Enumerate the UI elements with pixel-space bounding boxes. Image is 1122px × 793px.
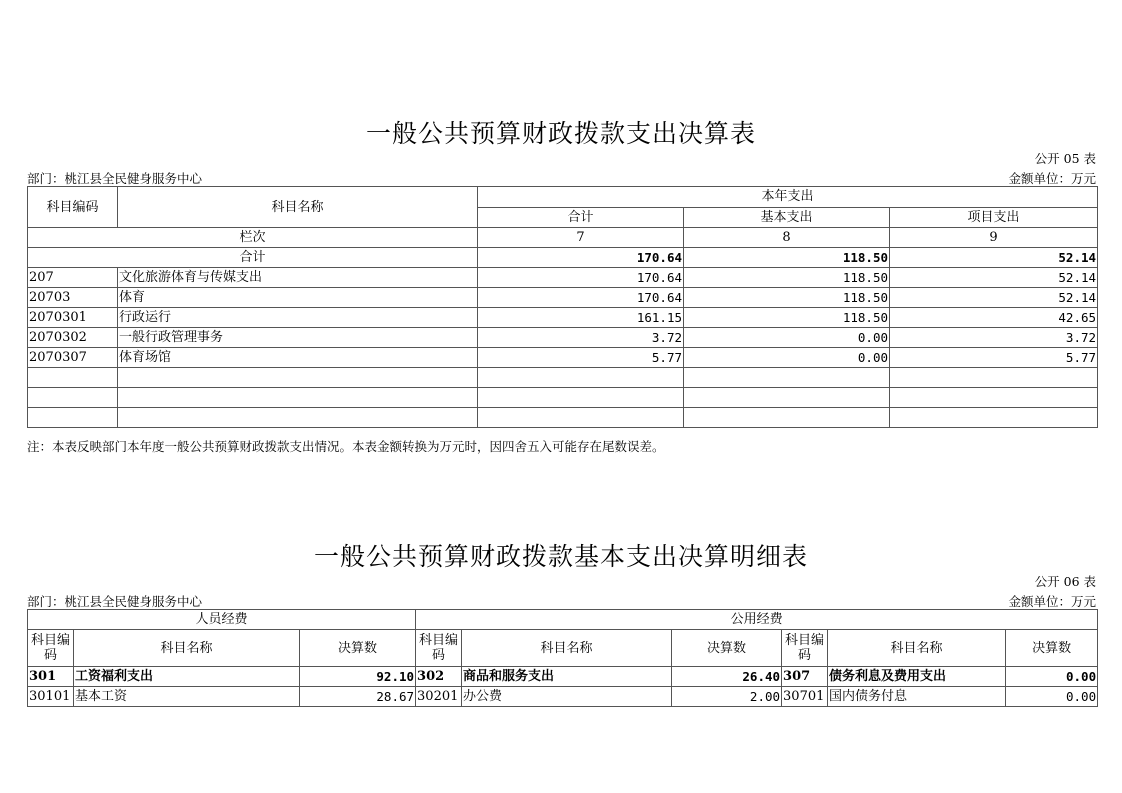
- empty-row: [28, 408, 1098, 428]
- t1-cell-code: 20703: [28, 288, 118, 308]
- table-row: [28, 687, 1098, 707]
- t1-header-total: 合计: [478, 207, 684, 228]
- t1-cell-basic: 118.50: [684, 288, 890, 308]
- t2-cell-code: 302: [416, 667, 462, 687]
- t2-cell-name: 工资福利支出: [74, 667, 300, 687]
- t2-header-code: 科目编码: [28, 630, 74, 667]
- t1-cell-code: 2070302: [28, 328, 118, 348]
- t1-header-name: 科目名称: [118, 187, 478, 228]
- t1-cell-total: 170.64: [478, 268, 684, 288]
- t2-cell-amount: 26.40: [672, 667, 782, 687]
- table1-code: 公开 05 表: [1034, 151, 1096, 166]
- t1-cell-project: 5.77: [890, 348, 1098, 368]
- table-row: [28, 268, 1098, 288]
- t1-cell-code: 207: [28, 268, 118, 288]
- t2-cell-name: 基本工资: [74, 687, 300, 707]
- t1-col-9: 9: [890, 228, 1098, 248]
- table1-title: 一般公共预算财政拨款支出决算表: [365, 119, 756, 148]
- t2-cell-name: 国内债务付息: [828, 687, 1006, 707]
- t2-cell-amount: 28.67: [300, 687, 416, 707]
- t1-col-label: 栏次: [28, 228, 478, 248]
- t1-total-total: 170.64: [478, 248, 684, 268]
- t1-cell-basic: 118.50: [684, 308, 890, 328]
- t2-cell-amount: 0.00: [1006, 667, 1098, 687]
- t1-total-basic: 118.50: [684, 248, 890, 268]
- t1-cell-project: 3.72: [890, 328, 1098, 348]
- t2-cell-code: 30201: [416, 687, 462, 707]
- empty-row: [28, 388, 1098, 408]
- t1-cell-total: 161.15: [478, 308, 684, 328]
- table2-title: 一般公共预算财政拨款基本支出决算明细表: [313, 542, 808, 571]
- table-row: [28, 308, 1098, 328]
- t2-header-code: 科目编码: [782, 630, 828, 667]
- empty-row: [28, 368, 1098, 388]
- t2-header-amount: 决算数: [300, 630, 416, 667]
- t2-header-public: 公用经费: [416, 610, 1098, 630]
- t2-cell-code: 301: [28, 667, 74, 687]
- table-row: [28, 667, 1098, 687]
- t2-header-name: 科目名称: [828, 630, 1006, 667]
- t1-header-basic: 基本支出: [684, 207, 890, 228]
- t2-cell-name: 债务利息及费用支出: [828, 667, 1006, 687]
- t2-cell-amount: 0.00: [1006, 687, 1098, 707]
- t1-cell-code: 2070307: [28, 348, 118, 368]
- t1-cell-total: 3.72: [478, 328, 684, 348]
- t2-cell-code: 30101: [28, 687, 74, 707]
- t1-total-label: 合计: [28, 248, 478, 268]
- t2-header-code: 科目编码: [416, 630, 462, 667]
- table1: [27, 186, 1098, 428]
- t2-cell-amount: 2.00: [672, 687, 782, 707]
- t1-header-project: 项目支出: [890, 207, 1098, 228]
- table2-dept: 部门：桃江县全民健身服务中心: [27, 594, 203, 609]
- t1-header-year: 本年支出: [478, 187, 1098, 208]
- t2-cell-amount: 92.10: [300, 667, 416, 687]
- t1-col-8: 8: [684, 228, 890, 248]
- t1-col-7: 7: [478, 228, 684, 248]
- t2-header-personnel: 人员经费: [28, 610, 416, 630]
- t1-cell-name: 体育场馆: [118, 348, 478, 368]
- table1-dept: 部门：桃江县全民健身服务中心: [27, 171, 203, 186]
- t1-cell-project: 52.14: [890, 268, 1098, 288]
- t2-cell-code: 307: [782, 667, 828, 687]
- t2-cell-code: 30701: [782, 687, 828, 707]
- t2-cell-name: 商品和服务支出: [462, 667, 672, 687]
- table-row: [28, 288, 1098, 308]
- table2: [27, 609, 1098, 707]
- t1-cell-total: 170.64: [478, 288, 684, 308]
- table-row: [28, 328, 1098, 348]
- t1-total-row: [28, 248, 1098, 268]
- t1-cell-name: 体育: [118, 288, 478, 308]
- t1-total-project: 52.14: [890, 248, 1098, 268]
- table-row: [28, 348, 1098, 368]
- table2-unit: 金额单位：万元: [1008, 594, 1096, 609]
- t1-header-code: 科目编码: [28, 187, 118, 228]
- t2-header-name: 科目名称: [74, 630, 300, 667]
- t1-cell-project: 52.14: [890, 288, 1098, 308]
- t1-cell-name: 行政运行: [118, 308, 478, 328]
- t1-cell-basic: 118.50: [684, 268, 890, 288]
- t1-cell-code: 2070301: [28, 308, 118, 328]
- t1-cell-total: 5.77: [478, 348, 684, 368]
- table2-code: 公开 06 表: [1034, 574, 1096, 589]
- t2-header-amount: 决算数: [1006, 630, 1098, 667]
- t2-cell-name: 办公费: [462, 687, 672, 707]
- table1-unit: 金额单位：万元: [1008, 171, 1096, 186]
- t2-header-name: 科目名称: [462, 630, 672, 667]
- t1-cell-project: 42.65: [890, 308, 1098, 328]
- t1-cell-basic: 0.00: [684, 348, 890, 368]
- t1-cell-basic: 0.00: [684, 328, 890, 348]
- t1-cell-name: 文化旅游体育与传媒支出: [118, 268, 478, 288]
- table1-note: 注：本表反映部门本年度一般公共预算财政拨款支出情况。本表金额转换为万元时，因四舍五入可能存在尾数误差。: [27, 439, 665, 454]
- t2-header-amount: 决算数: [672, 630, 782, 667]
- t1-cell-name: 一般行政管理事务: [118, 328, 478, 348]
